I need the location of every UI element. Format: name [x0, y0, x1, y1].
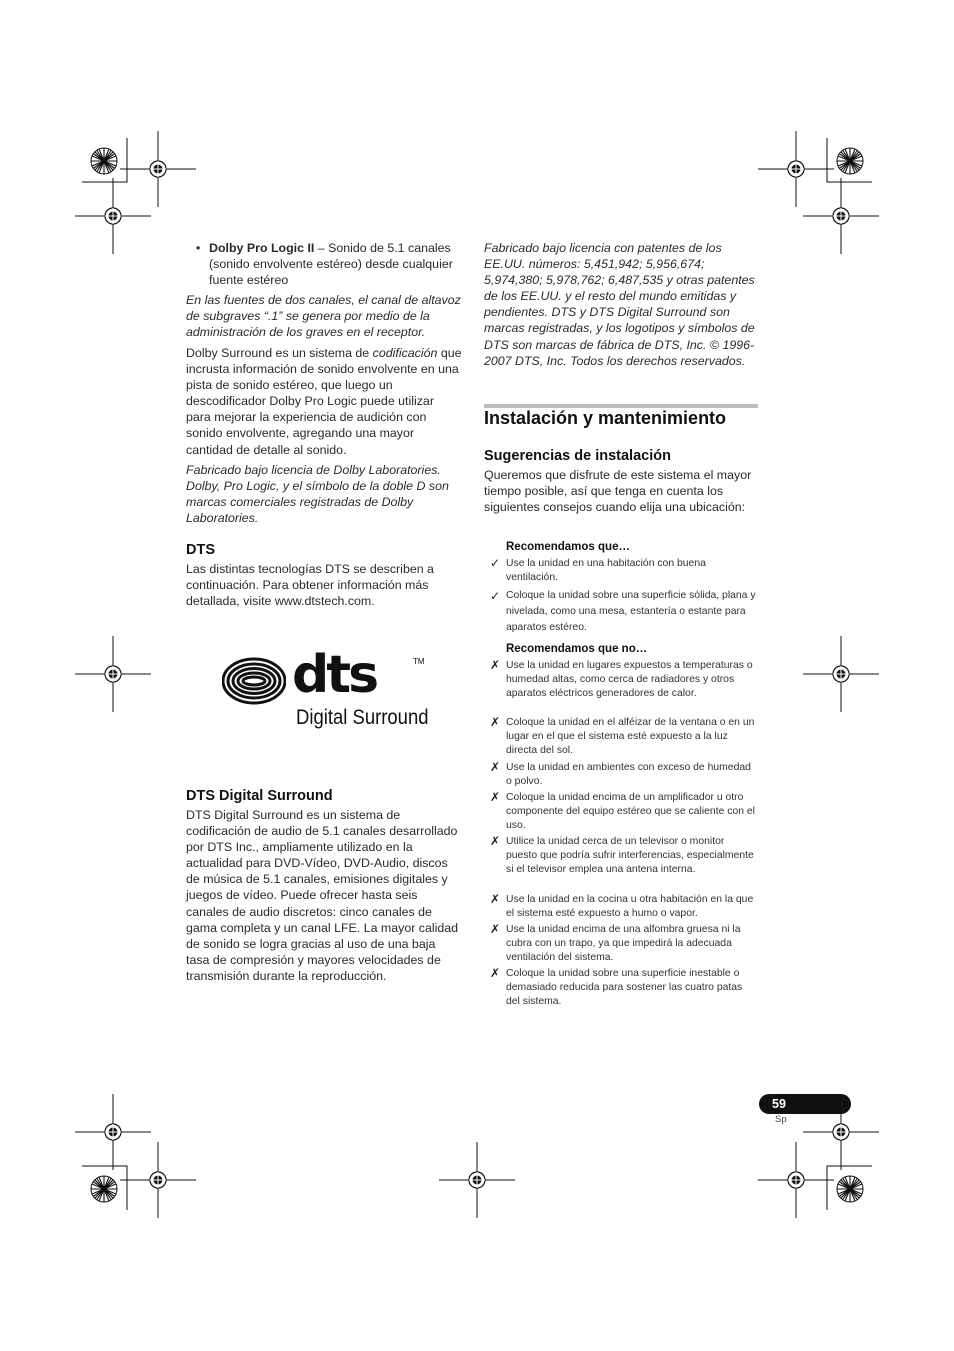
- dts-wordmark: dts: [292, 645, 377, 705]
- dont-item: ✗ Use la unidad encima de una alfombra gruesa ni la cubra con un trapo, ya que impedirá la adecuada ventilación del sistema.: [490, 922, 741, 963]
- dont-item: ✗ Coloque la unidad en el alféizar de la ventana o en un lugar en el que el sistema esté expuesto a la luz directa del sol.: [490, 715, 755, 756]
- subwoofer-note: En las fuentes de dos canales, el canal de altavoz de subgraves “.1” se genera por medio de la administración de los graves en el receptor.: [186, 293, 461, 340]
- dts-heading: DTS: [186, 542, 215, 558]
- cross-mark-icon: ✗: [490, 715, 501, 729]
- dolby-license: Fabricado bajo licencia de Dolby Laboratories. Dolby, Pro Logic, y el símbolo de la doble D son marcas comerciales registradas de Dolby Laboratories.: [186, 463, 449, 526]
- do-item: ✓ Coloque la unidad sobre una superficie sólida, plana y nivelada, como una mesa, estantería o estante para aparatos estéreo.: [490, 589, 756, 633]
- installation-intro: Queremos que disfrute de este sistema el mayor tiempo posible, así que tenga en cuenta los siguientes consejos cuando elija una ubicación:: [484, 468, 752, 515]
- dont-item: ✗ Use la unidad en lugares expuestos a temperaturas o humedad altas, como cerca de radiadores y otros aparatos eléctricos generadores de calor.: [490, 658, 753, 699]
- dont-item: ✗ Use la unidad en la cocina u otra habitación en la que el sistema esté expuesto a humo o vapor.: [490, 892, 754, 919]
- cross-mark-icon: ✗: [490, 922, 501, 936]
- surround-text-b: codificación: [372, 346, 438, 360]
- digital-surround-text: Digital Surround: [296, 706, 429, 729]
- check-icon: ✓: [490, 556, 501, 570]
- cross-mark-icon: ✗: [490, 790, 501, 804]
- bullet-dolby-pro-logic: [196, 240, 462, 288]
- trademark-symbol: TM: [413, 657, 425, 666]
- cross-mark-icon: ✗: [490, 658, 501, 672]
- dts-license: Fabricado bajo licencia con patentes de los EE.UU. números: 5,451,942; 5,956,674; 5,974,380; 5,978,762; 6,487,535 y otras patentes de los EE.UU. y el resto del mundo emitidas y pendientes. DTS y DTS Digital Surround son marcas registradas, y los logotipos y símbolos de DTS son marcas de fábrica de DTS, Inc. © 1996-2007 DTS, Inc. Todos los derechos reservados.: [484, 241, 755, 368]
- cross-mark-icon: ✗: [490, 892, 501, 906]
- do-item: ✓ Use la unidad en una habitación con buena ventilación.: [490, 556, 706, 583]
- cross-mark-icon: ✗: [490, 760, 501, 774]
- do-heading: Recomendamos que…: [506, 541, 630, 553]
- dts-digital-surround-heading: DTS Digital Surround: [186, 788, 333, 804]
- dont-item: ✗ Coloque la unidad sobre una superficie inestable o demasiado reducida para sostener las cuatro patas del sistema.: [490, 966, 743, 1007]
- page-number-badge: [759, 1094, 851, 1114]
- dont-heading: Recomendamos que no…: [506, 643, 648, 655]
- installation-tips-heading: Sugerencias de instalación: [484, 448, 671, 464]
- dolby-surround-paragraph: [186, 345, 462, 458]
- dont-item: ✗ Utilice la unidad cerca de un televisor o monitor puesto que podría sufrir interferencias, especialmente si el televisor emplea una antena interna.: [490, 834, 754, 875]
- surround-text-c: que incrusta información de sonido envolvente en una pista de sonido estéreo, que luego un descodificador Dolby Pro Logic puede utilizar para mejorar la experiencia de audición con sonido envolvente, agregando una mayor cantidad de detalle al sonido.: [186, 346, 462, 457]
- dont-item: ✗ Use la unidad en ambientes con exceso de humedad o polvo.: [490, 760, 751, 787]
- section-title: Instalación y mantenimiento: [484, 408, 727, 428]
- language-code: Sp: [775, 1114, 787, 1125]
- cross-mark-icon: ✗: [490, 966, 501, 980]
- bullet-bold: Dolby Pro Logic II: [209, 241, 315, 255]
- surround-text-a: Dolby Surround es un sistema de: [186, 346, 373, 360]
- check-icon: ✓: [490, 589, 501, 603]
- dts-logo: [222, 645, 432, 735]
- dts-paragraph: Las distintas tecnologías DTS se describen a continuación. Para obtener información más detallada, visite www.dtstech.com.: [186, 562, 434, 609]
- bullet-text: – Sonido de 5.1 canales (sonido envolvente estéreo) desde cualquier fuente estéreo: [209, 241, 453, 288]
- page-number: 59: [772, 1097, 786, 1111]
- dts-digital-surround-paragraph: DTS Digital Surround es un sistema de codificación de audio de 5.1 canales desarrollado por DTS Inc., ampliamente utilizado en la actualidad para DVD-Vídeo, DVD-Audio, discos de música de 5.1 canales, emisiones digitales y juegos de vídeo. Puede ofrecer hasta seis canales de audio discretos: cinco canales de gama completa y un canal LFE. La mayor calidad de sonido se logra gracias al uso de una baja tasa de compresión y mayores velocidades de transmisión durante la reproducción.: [186, 808, 459, 983]
- dont-item: ✗ Coloque la unidad encima de un amplificador u otro componente del equipo estéreo que se caliente con el uso.: [490, 790, 755, 831]
- bullet-dot: •: [196, 241, 201, 255]
- dts-rings-icon: [222, 657, 286, 705]
- cross-mark-icon: ✗: [490, 834, 501, 848]
